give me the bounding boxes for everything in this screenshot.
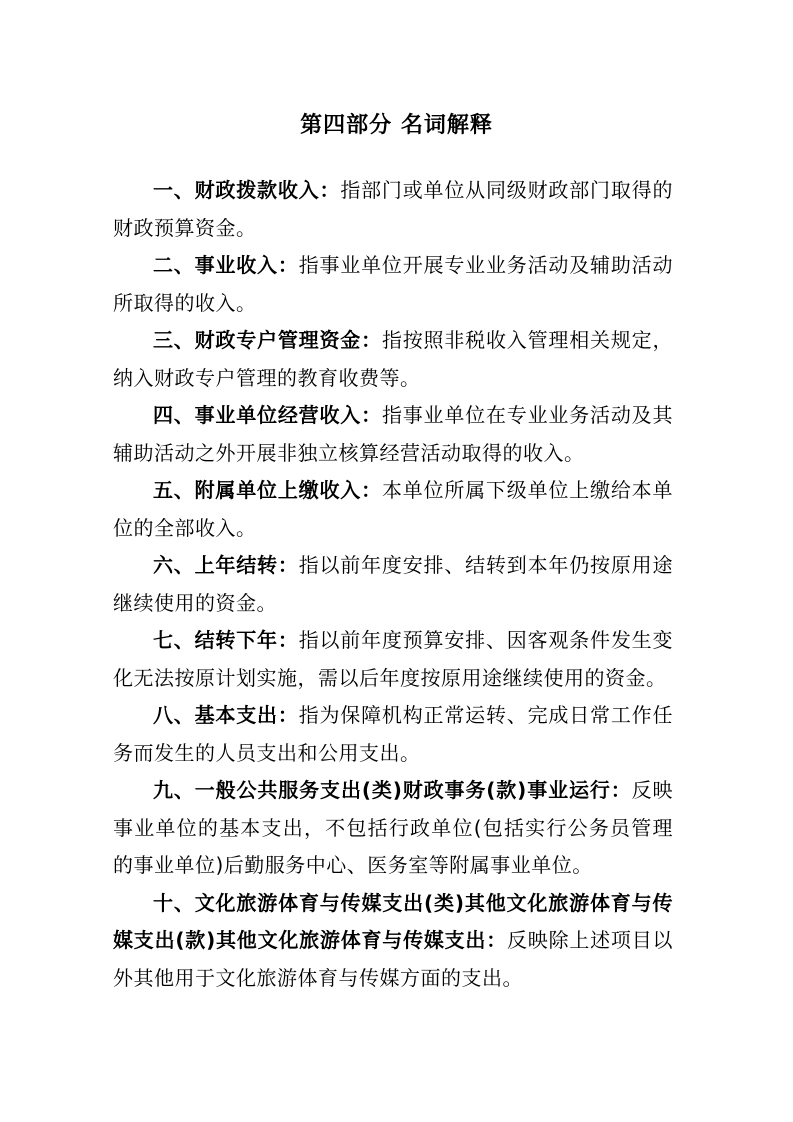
glossary-definition: 指部门或单位从同级财政部门取得的财政预算资金。 bbox=[113, 178, 673, 240]
glossary-entry-8 bbox=[113, 697, 673, 772]
glossary-term: 三、财政专户管理资金： bbox=[153, 328, 382, 352]
page-title: 第四部分 名词解释 bbox=[300, 113, 493, 138]
glossary-entry-7 bbox=[113, 622, 673, 697]
glossary-definition: 反映事业单位的基本支出，不包括行政单位(包括实行公务员管理的事业单位)后勤服务中心、医务室等附属事业单位。 bbox=[113, 778, 674, 877]
glossary-entry-4 bbox=[113, 397, 673, 472]
glossary-definition: 反映除上述项目以外其他用于文化旅游体育与传媒方面的支出。 bbox=[113, 928, 674, 990]
glossary-entry-3 bbox=[113, 322, 673, 397]
glossary-entry-2 bbox=[113, 247, 673, 322]
glossary-term: 七、结转下年： bbox=[153, 628, 299, 652]
glossary-term: 八、基本支出： bbox=[153, 703, 299, 727]
glossary-entry-1 bbox=[113, 172, 673, 247]
glossary-definition: 指为保障机构正常运转、完成日常工作任务而发生的人员支出和公用支出。 bbox=[113, 703, 673, 765]
glossary-entry-6 bbox=[113, 547, 673, 622]
glossary-term: 一、财政拨款收入： bbox=[153, 178, 341, 202]
glossary-definition: 指事业单位在专业业务活动及其辅助活动之外开展非独立核算经营活动取得的收入。 bbox=[113, 403, 673, 465]
glossary-entry-9 bbox=[113, 772, 673, 885]
glossary-list bbox=[113, 172, 673, 997]
glossary-term: 十、文化旅游体育与传媒支出(类)其他文化旅游体育与传媒支出(款)其他文化旅游体育与传媒支出： bbox=[113, 890, 673, 952]
glossary-term: 二、事业收入： bbox=[153, 253, 299, 277]
glossary-entry-5 bbox=[113, 472, 673, 547]
glossary-definition: 指事业单位开展专业业务活动及辅助活动所取得的收入。 bbox=[113, 253, 673, 315]
glossary-term: 九、一般公共服务支出(类)财政事务(款)事业运行： bbox=[153, 778, 632, 802]
glossary-definition: 指以前年度安排、结转到本年仍按原用途继续使用的资金。 bbox=[113, 553, 673, 615]
glossary-definition: 指按照非税收入管理相关规定，纳入财政专户管理的教育收费等。 bbox=[113, 328, 673, 390]
glossary-definition: 本单位所属下级单位上缴给本单位的全部收入。 bbox=[113, 478, 673, 540]
glossary-term: 五、附属单位上缴收入： bbox=[153, 478, 382, 502]
glossary-definition: 指以前年度预算安排、因客观条件发生变化无法按原计划实施，需以后年度按原用途继续使用的资金。 bbox=[113, 628, 673, 690]
glossary-term: 四、事业单位经营收入： bbox=[153, 403, 382, 427]
glossary-term: 六、上年结转： bbox=[153, 553, 299, 577]
glossary-entry-10 bbox=[113, 885, 673, 998]
